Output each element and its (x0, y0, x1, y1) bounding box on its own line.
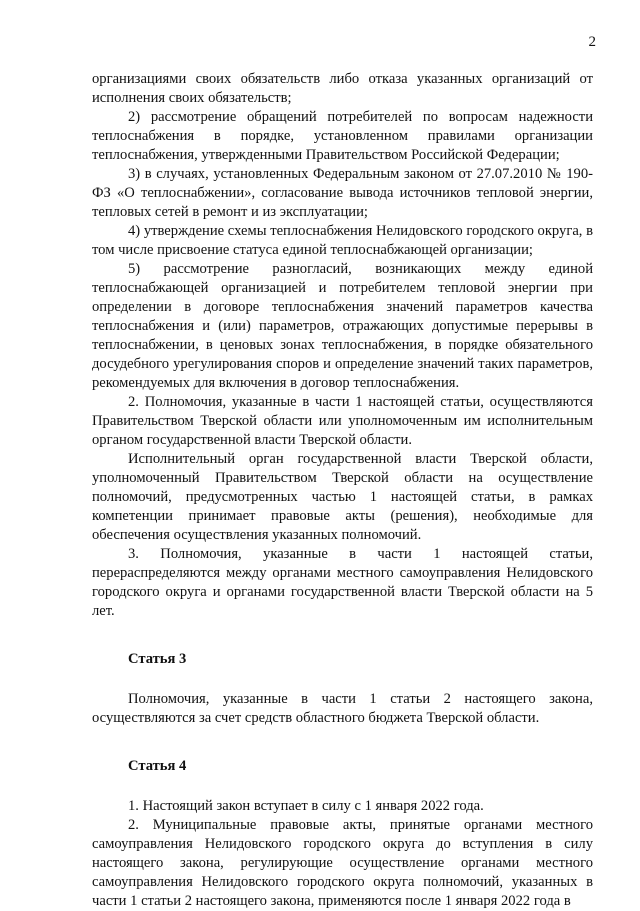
article-3-text: Полномочия, указанные в части 1 статьи 2 настоящего закона, осуществляются за счет средств областного бюджета Тверской области. (92, 691, 593, 726)
page-number: 2 (588, 34, 596, 50)
article-4-heading: Статья 4 (128, 758, 187, 774)
paragraph-item-3: 3) в случаях, установленных Федеральным законом от 27.07.2010 № 190-ФЗ «О теплоснабжении», согласование вывода источников тепловой энергии, тепловых сетей в ремонт и из эксплуатации; (92, 166, 593, 220)
paragraph-item-2: 2) рассмотрение обращений потребителей по вопросам надежности теплоснабжения в порядке, установленном правилами организации теплоснабжения, утвержденными Правительством Российской Федерации; (92, 109, 593, 163)
paragraph-part-3: 3. Полномочия, указанные в части 1 настоящей статьи, перераспределяются между органами местного самоуправления Нелидовского городского округа и органами государственной власти Тверской области на 5 лет. (92, 546, 593, 619)
article-3-heading: Статья 3 (128, 651, 187, 667)
paragraph-item-4: 4) утверждение схемы теплоснабжения Нелидовского городского округа, в том числе присвоение статуса единой теплоснабжающей организации; (92, 223, 593, 258)
document-body (92, 70, 593, 911)
article-4-part-2: 2. Муниципальные правовые акты, принятые органами местного самоуправления Нелидовского городского округа до вступления в силу настоящего закона, регулирующие осуществление органами местного самоуправления Нелидовского городского округа полномочий, указанных в части 1 статьи 2 настоящего закона, применяются после 1 января 2022 года в (92, 817, 593, 909)
paragraph-item-5: 5) рассмотрение разногласий, возникающих между единой теплоснабжающей организацией и потребителем тепловой энергии при определении в договоре теплоснабжения значений параметров качества теплоснабжения и (или) параметров, отражающих допустимые перерывы в теплоснабжении, в ценовых зонах теплоснабжения, в порядке обязательного досудебного урегулирования споров и определение значений таких параметров, рекомендуемых для включения в договор теплоснабжения. (92, 261, 593, 391)
article-4-part-1: 1. Настоящий закон вступает в силу с 1 января 2022 года. (128, 798, 484, 814)
paragraph-continuation: организациями своих обязательств либо отказа указанных организаций от исполнения своих обязательств; (92, 71, 593, 106)
paragraph-part-2: 2. Полномочия, указанные в части 1 настоящей статьи, осуществляются Правительством Тверской области или уполномоченным им исполнительным органом государственной власти Тверской области. (92, 394, 593, 448)
paragraph-executive-body: Исполнительный орган государственной власти Тверской области, уполномоченный Правительством Тверской области на осуществление полномочий, предусмотренных частью 1 настоящей статьи, в рамках компетенции принимает правовые акты (решения), необходимые для обеспечения осуществления указанных полномочий. (92, 451, 593, 543)
